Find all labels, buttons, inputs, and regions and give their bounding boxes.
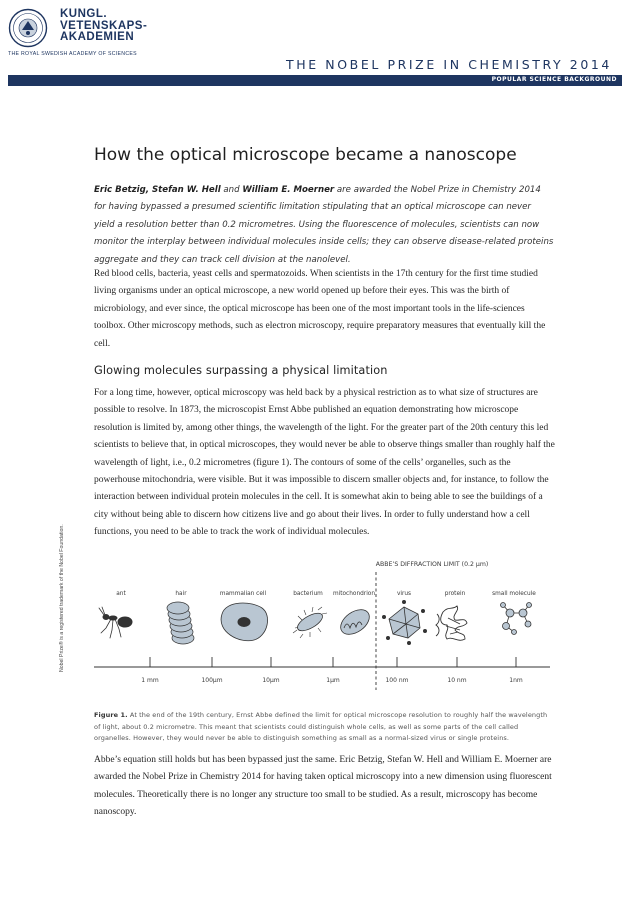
hair-illustration [167,602,194,644]
academy-name-line: VETENSKAPS- [60,19,148,32]
paragraph: Red blood cells, bacteria, yeast cells and spermatozoids. When scientists in the 17th century for the first time studied living organisms under an optical microscope, a new world opened up before their eyes. This was the birth of microbiology, and ever since, the optical microscope has been one of the most important tools in the life-sciences toolbox. Other microscopy methods, such as electron microscopy, require preparatory measures that eventually kill the cell. [94,269,546,349]
lead-names: William E. Moerner [242,185,335,195]
section-heading: Glowing molecules surpassing a physical limitation [94,364,388,377]
scale-tick-label: 100μm [201,677,223,684]
object-label: ant [116,591,126,597]
scale-tick-label: 1nm [509,677,523,684]
scale-tick-label: 10 nm [447,677,467,684]
virus-illustration [382,600,426,644]
academy-subtitle: THE ROYAL SWEDISH ACADEMY OF SCIENCES [8,51,137,57]
small-molecule-illustration [501,603,532,635]
trademark-note: Nobel Prize® is a registered trademark of the Nobel Foundation. [59,524,65,672]
article-title: How the optical microscope became a nanoscope [94,145,517,165]
band-label: POPULAR SCIENCE BACKGROUND [491,76,617,83]
scale-tick-label: 100 nm [385,677,409,684]
object-label: small molecule [492,591,536,597]
object-label: hair [175,591,187,597]
paragraph: Abbe’s equation still holds but has been bypassed just the same. Eric Betzig, Stefan W. Hell and William E. Moerner are awarded the Nobel Prize in Chemistry 2014 for having taken optical microscopy into a new dimension using fluorescent molecules. Theoretically there is no longer any structure too small to be studied. As a result, microscopy has become nanoscopy. [94,755,552,818]
mammalian-cell-illustration [221,603,267,641]
scale-tick-label: 1μm [326,677,340,684]
object-label: mitochondrion [332,591,376,597]
scale-ticks [150,657,516,667]
object-label: mammalian cell [219,591,267,597]
ant-illustration [99,607,132,638]
object-label: virus [396,591,412,597]
prize-title: THE NOBEL PRIZE IN CHEMISTRY 2014 [285,57,612,72]
lead-conjunction: and [220,185,243,195]
paragraph: For a long time, however, optical microscopy was held back by a physical restriction as to what size of structures are possible to resolve. In 1873, the microscopist Ernst Abbe published an equation demonstrating how microscope resolution is limited by, among other things, the wavelength of the light. For the greater part of the 20th century this led scientists to believe that, in optical microscopes, they would never be able to observe things smaller than roughly half the wavelength of light, i.e., 0.2 micrometres (figure 1). The contours of some of the cells’ organelles, such as the powerhouse mitochondria, were visible. But it was impossible to discern smaller objects and, for instance, to follow the interaction between individual protein molecules in the cell. It is somewhat akin to being able to see the buildings of a city without being able to discern how citizens live and go about their lives. In order to fully understand how a cell functions, you need to be able to track the work of individual molecules. [94,388,555,538]
figure-caption-text: At the end of the 19th century, Ernst Abbe defined the limit for optical microscope resolution to roughly half the wavelength of light, about 0.2 micrometre. This meant that scientists could distinguish whole cells, as well as some parts of the cell called organelles. However, they would never be able to distinguish something as small as a normal-sized virus or single proteins. [94,711,548,743]
object-label: protein [444,591,466,597]
lead-names: Eric Betzig, Stefan W. Hell [94,185,221,195]
academy-name-line: KUNGL. [60,8,108,20]
figure-caption [94,710,554,745]
protein-illustration [436,606,467,640]
scale-tick-label: 1 mm [141,677,159,684]
bacterium-illustration [293,607,327,638]
mitochondrion-illustration [336,605,374,640]
lead-text: are awarded the Nobel Prize in Chemistry 2014 for having bypassed a presumed scientific limitation stipulating that an optical microscope can never yield a resolution better than 0.2 micrometres. Using the fluorescence of molecules, scientists can now monitor the interplay between individual molecules inside cells; they can observe disease-related proteins aggregate and they can track cell division at the nanolevel. [94,185,554,265]
figure-caption-label: Figure 1. [94,711,128,719]
diffraction-limit-label: ABBE’S DIFFRACTION LIMIT (0.2 μm) [375,561,489,568]
object-label: bacterium [293,591,323,597]
scale-tick-label: 10μm [262,677,280,684]
academy-name-line: AKADEMIEN [60,31,135,43]
